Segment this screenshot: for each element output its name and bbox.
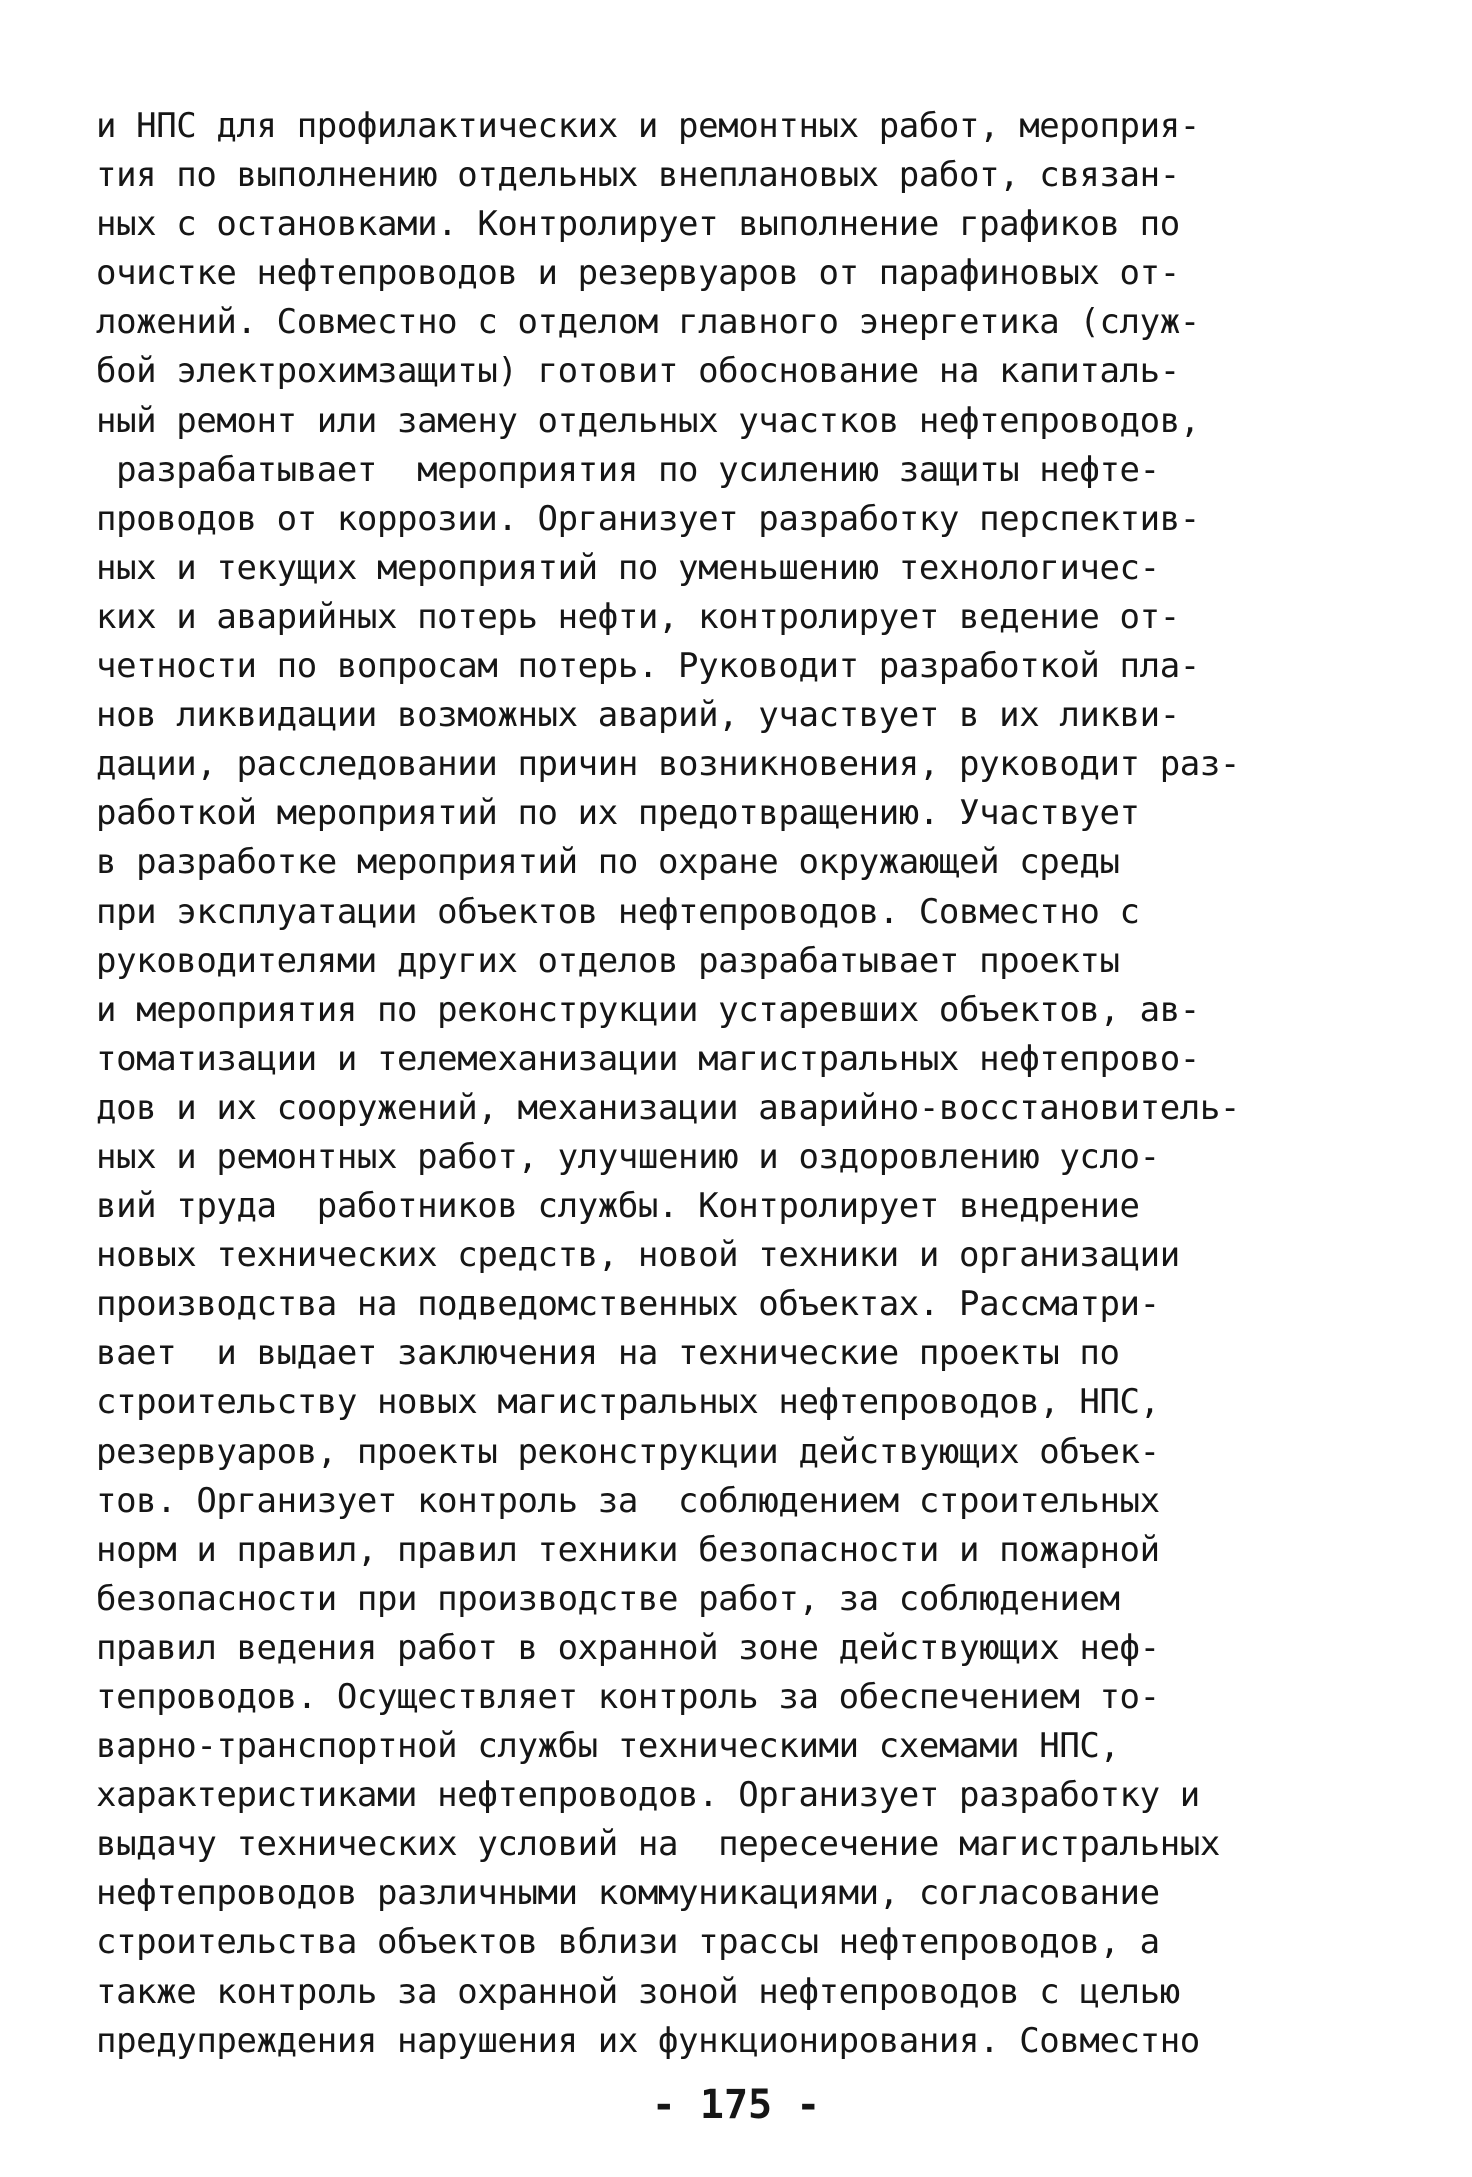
text-line: тия по выполнению отдельных внеплановых работ, связан-: [96, 155, 1180, 196]
text-line: производства на подведомственных объектах. Рассматри-: [96, 1284, 1160, 1325]
body-text: [96, 102, 1396, 2066]
text-line: нефтепроводов различными коммуникациями, согласование: [96, 1873, 1160, 1914]
text-line: очистке нефтепроводов и резервуаров от парафиновых от-: [96, 253, 1180, 294]
text-line: вий труда работников службы. Контролирует внедрение: [96, 1186, 1140, 1227]
text-line: варно-транспортной службы техническими схемами НПС,: [96, 1726, 1120, 1767]
text-line: предупреждения нарушения их функционирования. Совместно: [96, 2020, 1200, 2061]
text-line: строительству новых магистральных нефтепроводов, НПС,: [96, 1382, 1160, 1423]
text-line: томатизации и телемеханизации магистральных нефтепрово-: [96, 1038, 1200, 1079]
text-line: строительства объектов вблизи трассы нефтепроводов, а: [96, 1922, 1160, 1963]
text-line: также контроль за охранной зоной нефтепроводов с целью: [96, 1971, 1180, 2012]
text-line: работкой мероприятий по их предотвращению. Участвует: [96, 793, 1140, 834]
text-line: характеристиками нефтепроводов. Организует разработку и: [96, 1775, 1200, 1816]
text-line: четности по вопросам потерь. Руководит разработкой пла-: [96, 646, 1200, 687]
text-line: дов и их сооружений, механизации аварийно-восстановитель-: [96, 1087, 1240, 1128]
text-line: ложений. Совместно с отделом главного энергетика (служ-: [96, 302, 1200, 343]
text-line: ный ремонт или замену отдельных участков нефтепроводов,: [96, 400, 1200, 441]
text-line: бой электрохимзащиты) готовит обоснование на капиталь-: [96, 351, 1180, 392]
text-line: нов ликвидации возможных аварий, участвует в их ликви-: [96, 695, 1180, 736]
text-line: разрабатывает мероприятия по усилению защиты нефте-: [96, 449, 1160, 490]
text-line: вает и выдает заключения на технические проекты по: [96, 1333, 1120, 1374]
text-line: в разработке мероприятий по охране окружающей среды: [96, 842, 1120, 883]
text-line: выдачу технических условий на пересечение магистральных: [96, 1824, 1220, 1865]
text-line: проводов от коррозии. Организует разработку перспектив-: [96, 498, 1200, 539]
text-line: ных с остановками. Контролирует выполнение графиков по: [96, 204, 1180, 245]
page-number: - 175 -: [651, 2082, 821, 2128]
text-line: руководителями других отделов разрабатывает проекты: [96, 940, 1120, 981]
text-line: при эксплуатации объектов нефтепроводов. Совместно с: [96, 891, 1140, 932]
text-line: ных и ремонтных работ, улучшению и оздоровлению усло-: [96, 1136, 1160, 1177]
text-line: резервуаров, проекты реконструкции действующих объек-: [96, 1431, 1160, 1472]
text-line: и НПС для профилактических и ремонтных работ, мероприя-: [96, 106, 1200, 146]
text-line: правил ведения работ в охранной зоне действующих неф-: [96, 1627, 1160, 1668]
text-line: тов. Организует контроль за соблюдением строительных: [96, 1480, 1160, 1521]
text-line: норм и правил, правил техники безопасности и пожарной: [96, 1529, 1160, 1570]
text-line: ких и аварийных потерь нефти, контролирует ведение от-: [96, 596, 1180, 637]
text-line: тепроводов. Осуществляет контроль за обеспечением то-: [96, 1677, 1160, 1717]
text-line: дации, расследовании причин возникновения, руководит раз-: [96, 744, 1240, 785]
text-line: безопасности при производстве работ, за соблюдением: [96, 1578, 1120, 1619]
text-line: новых технических средств, новой техники и организации: [96, 1235, 1180, 1276]
text-line: и мероприятия по реконструкции устаревших объектов, ав-: [96, 989, 1200, 1030]
text-line: ных и текущих мероприятий по уменьшению технологичес-: [96, 547, 1160, 588]
